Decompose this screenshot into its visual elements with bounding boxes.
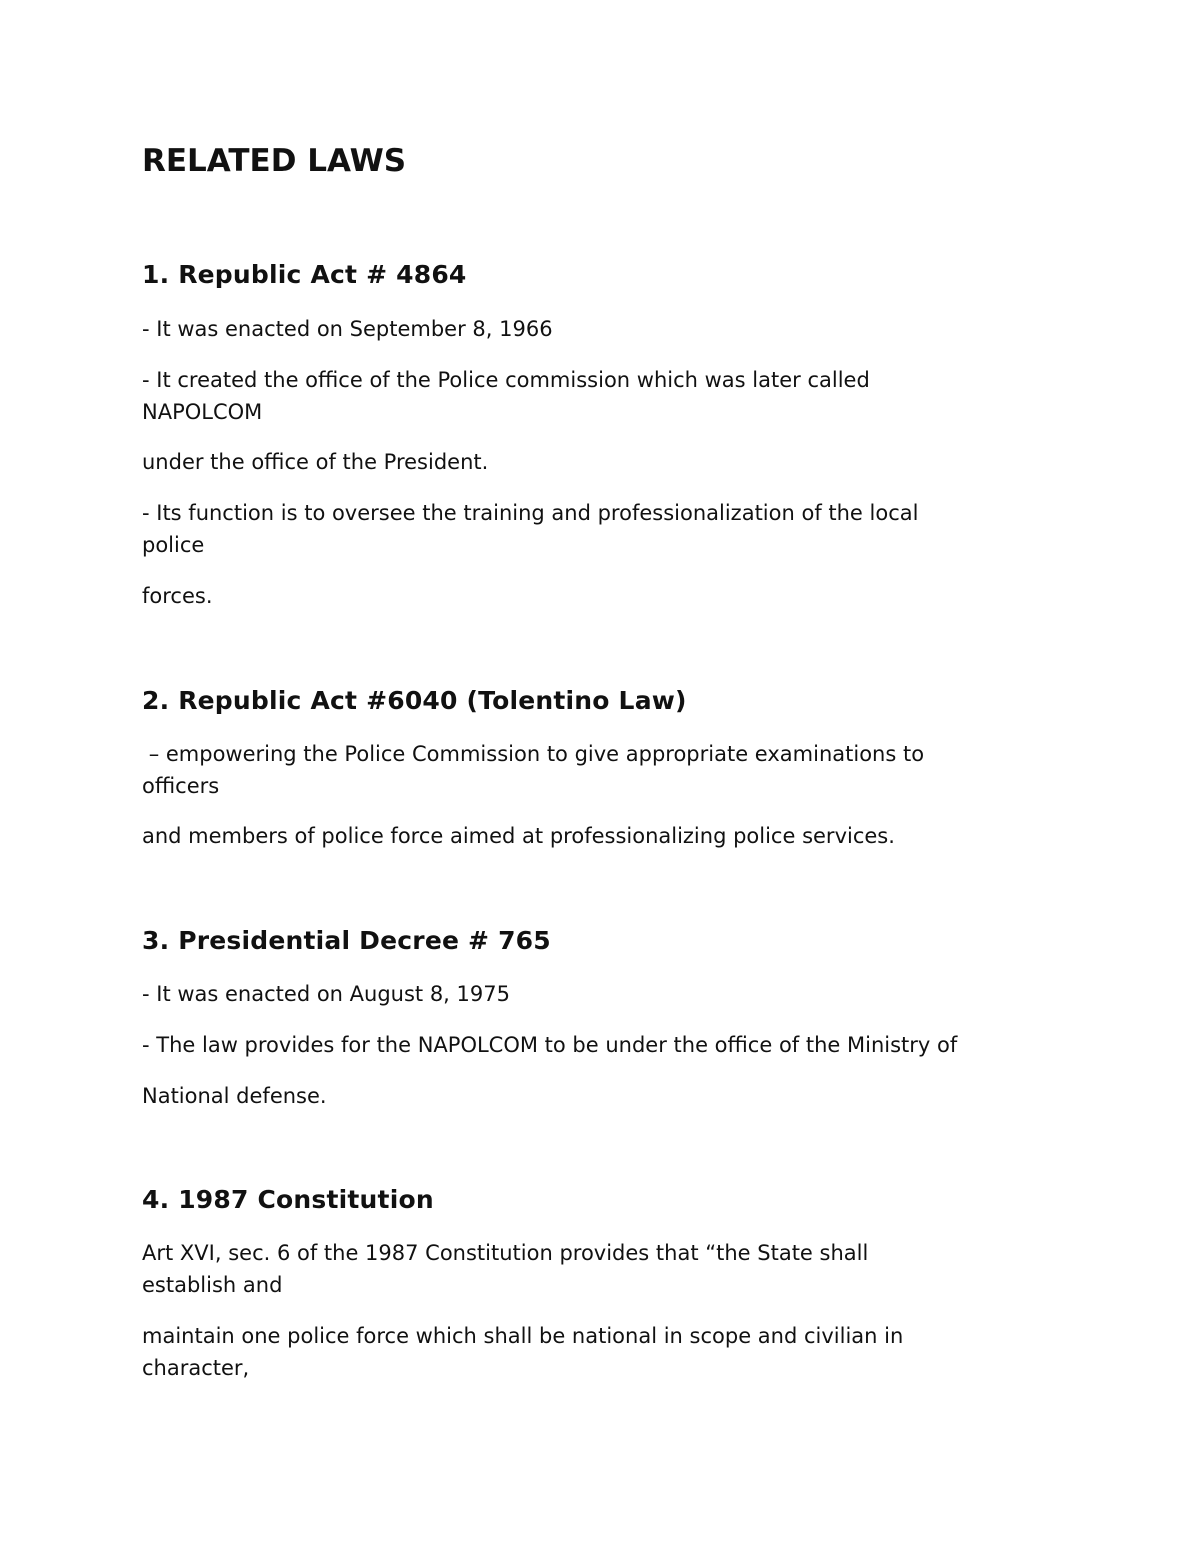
section-3-heading: 3. Presidential Decree # 765 xyxy=(142,926,551,955)
section-1-paragraph-4: - Its function is to oversee the training and professionalization of the local police xyxy=(142,501,919,557)
section-4-paragraph-1: Art XVI, sec. 6 of the 1987 Constitution provides that “the State shall establish and xyxy=(142,1241,869,1297)
section-1-paragraph-1: - It was enacted on September 8, 1966 xyxy=(142,317,553,341)
document-title: RELATED LAWS xyxy=(142,143,407,179)
section-2-heading: 2. Republic Act #6040 (Tolentino Law) xyxy=(142,686,687,715)
section-3-paragraph-3: National defense. xyxy=(142,1084,327,1108)
section-2-paragraph-2: and members of police force aimed at professionalizing police services. xyxy=(142,824,895,848)
section-3-paragraph-1: - It was enacted on August 8, 1975 xyxy=(142,982,510,1006)
section-4-paragraph-2: maintain one police force which shall be national in scope and civilian in character, xyxy=(142,1324,904,1380)
section-1-paragraph-5: forces. xyxy=(142,584,213,608)
section-1-paragraph-3: under the office of the President. xyxy=(142,450,489,474)
section-2-paragraph-1: – empowering the Police Commission to give appropriate examinations to officers xyxy=(142,742,925,798)
section-3-paragraph-2: - The law provides for the NAPOLCOM to be under the office of the Ministry of xyxy=(142,1033,958,1057)
section-1-paragraph-2: - It created the office of the Police commission which was later called NAPOLCOM xyxy=(142,368,870,424)
section-4-heading: 4. 1987 Constitution xyxy=(142,1185,434,1214)
section-1-heading: 1. Republic Act # 4864 xyxy=(142,260,467,289)
